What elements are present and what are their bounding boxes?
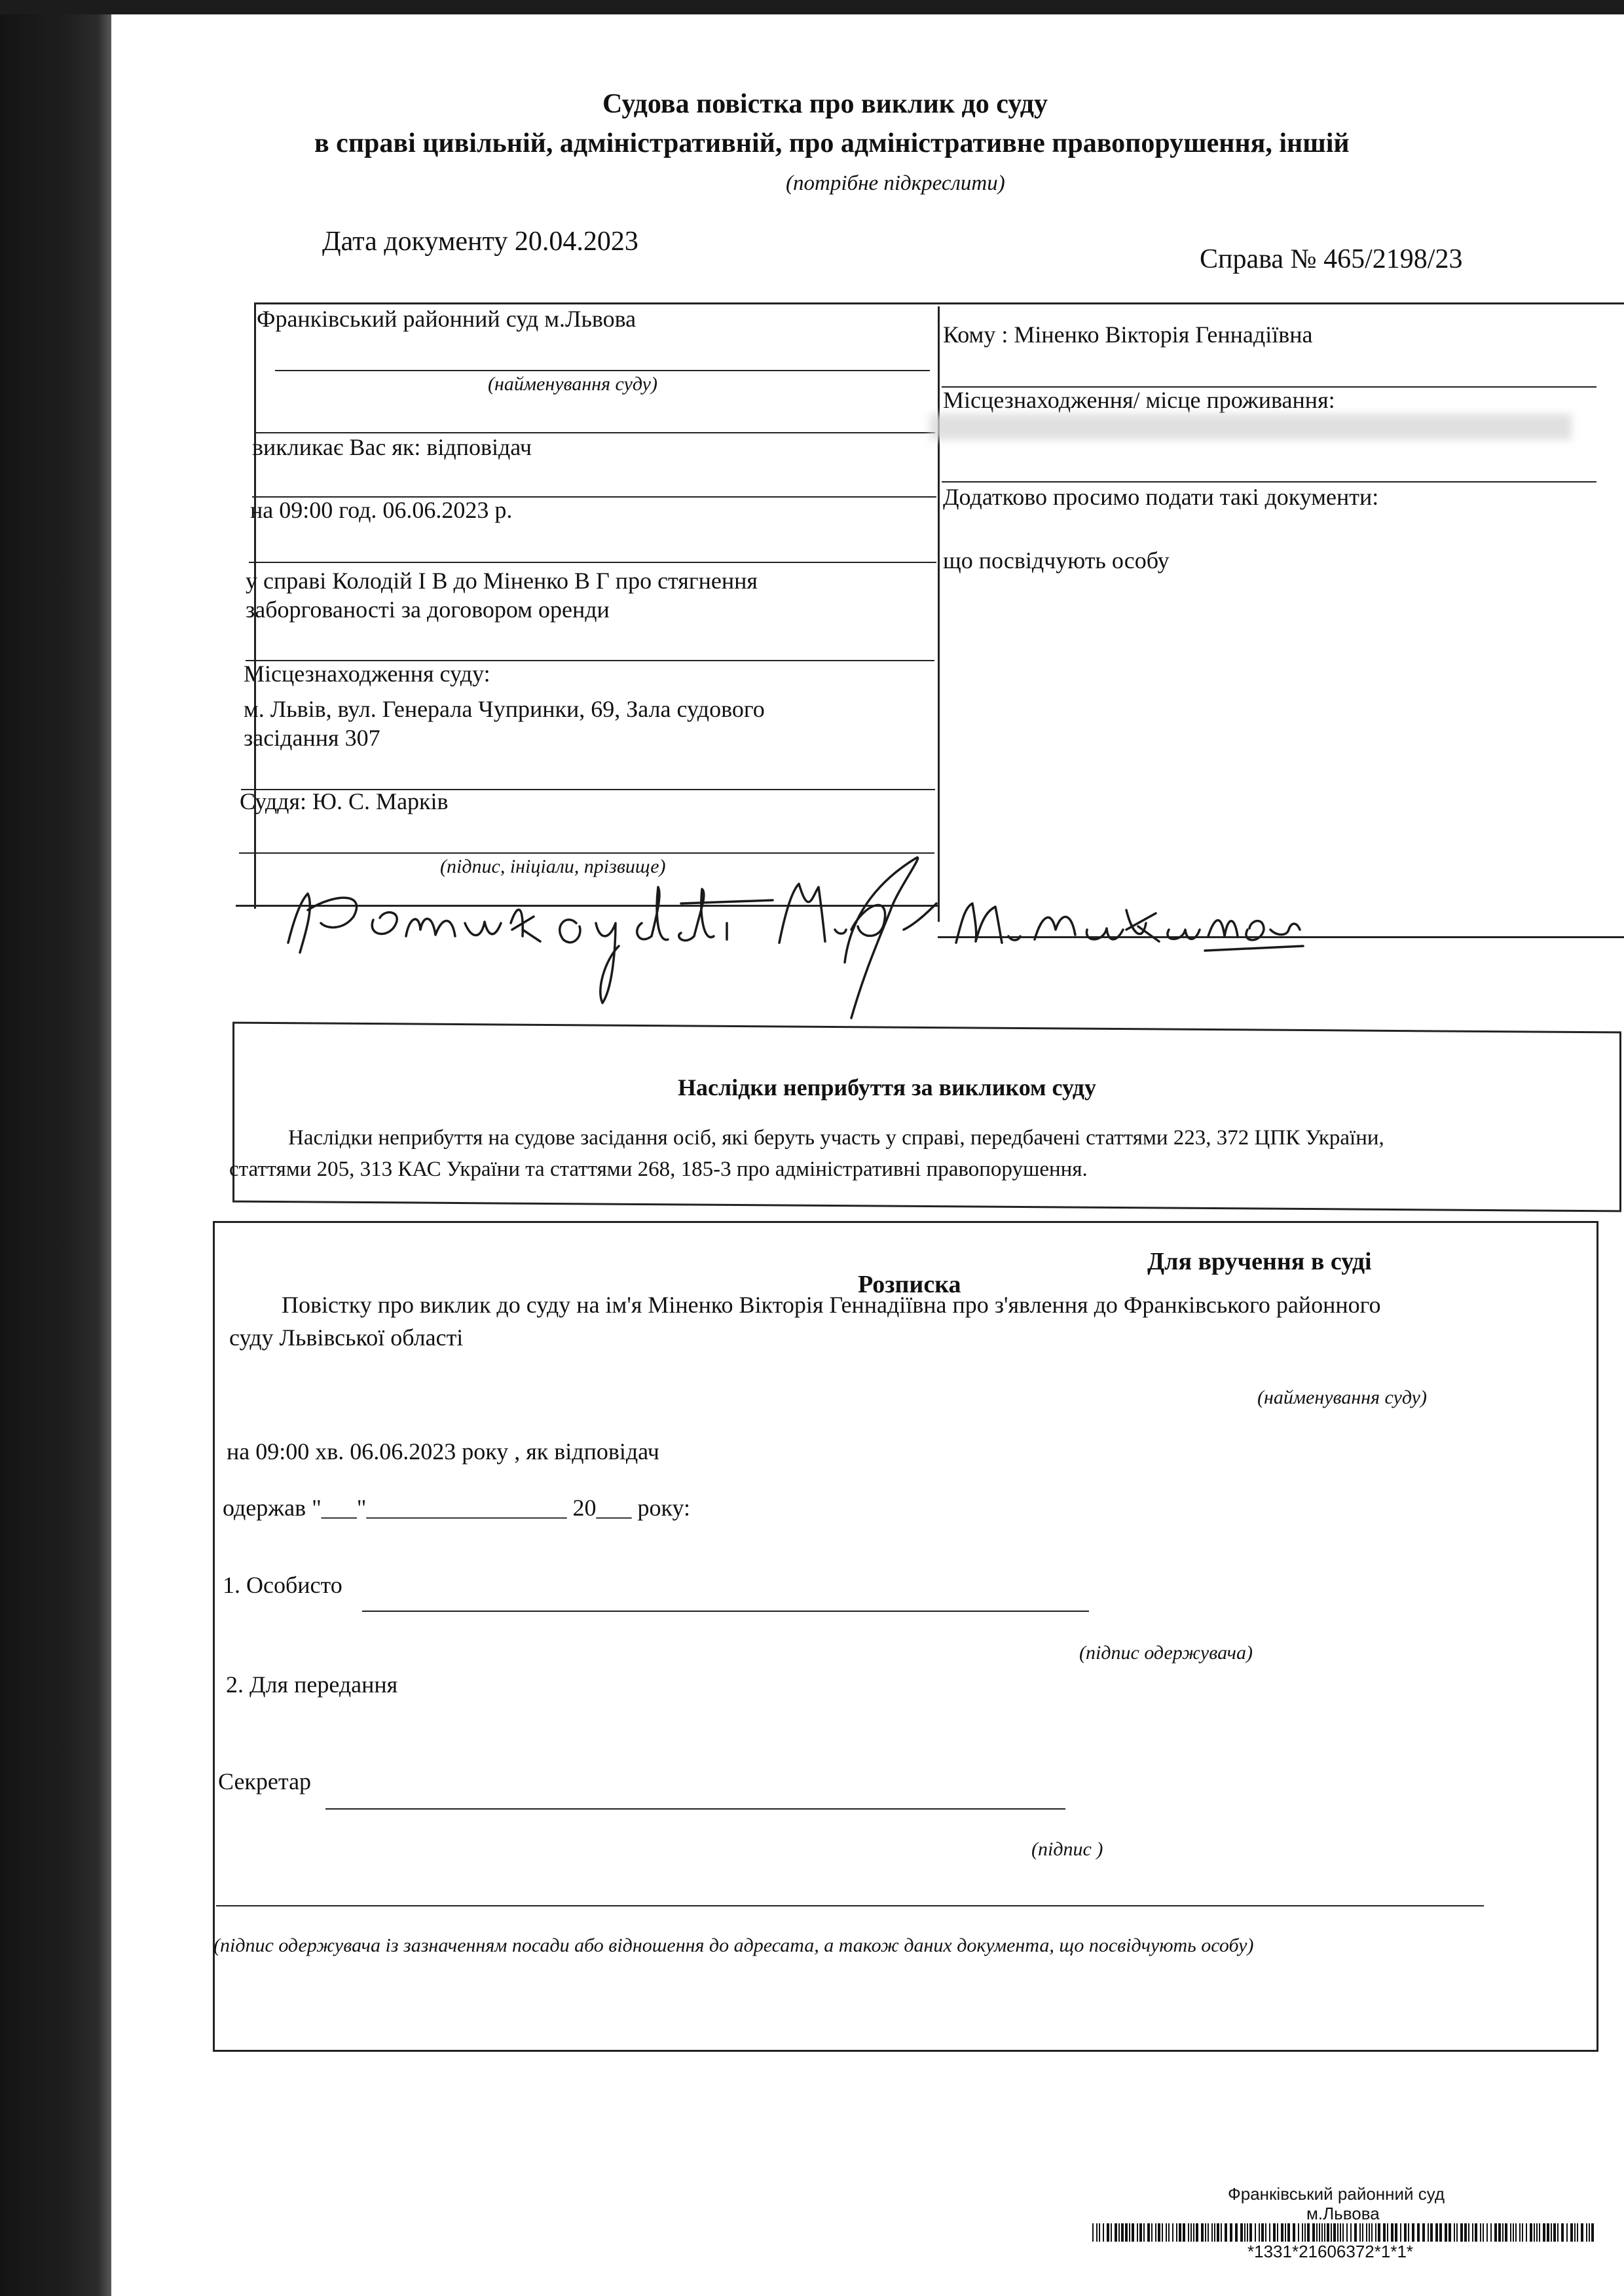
barcode-bar: [1530, 2223, 1532, 2242]
barcode-bar: [1342, 2223, 1344, 2242]
barcode-bar: [1304, 2223, 1306, 2242]
transfer-label: 2. Для передання: [226, 1671, 398, 1698]
barcode-bar: [1553, 2223, 1556, 2242]
barcode-bar: [1121, 2223, 1124, 2242]
barcode-bar: [1430, 2223, 1433, 2242]
barcode-bar: [1547, 2223, 1549, 2242]
barcode-bar: [1439, 2223, 1442, 2242]
barcode-bar: [1340, 2223, 1341, 2242]
barcode-bar: [1483, 2223, 1484, 2242]
barcode-bar: [1395, 2223, 1397, 2242]
barcode-bar: [1172, 2223, 1173, 2242]
barcode-bar: [1464, 2223, 1467, 2242]
barcode-bar: [1468, 2223, 1469, 2242]
barcode-bar: [1513, 2223, 1514, 2242]
barcode-bar: [1176, 2223, 1177, 2242]
barcode-bar: [1359, 2223, 1361, 2242]
secretary-signature-line: [325, 1808, 1065, 1810]
barcode-bar: [1319, 2223, 1320, 2242]
received-date-line: одержав "___"_________________ 20___ року:: [223, 1495, 691, 1521]
address-label: Місцезнаходження/ місце проживання:: [943, 387, 1335, 413]
barcode-bar: [1333, 2223, 1336, 2242]
consequences-box: [232, 1022, 1621, 1212]
barcode-bar: [1331, 2223, 1332, 2242]
title-line-1: Судова повістка про виклик до суду: [602, 89, 1048, 119]
consequences-text-line-1: Наслідки неприбуття на судове засідання осіб, які беруть участь у справі, передбачені статтями 223, 372 ЦПК України,: [288, 1126, 1384, 1150]
barcode-bar: [1307, 2223, 1310, 2242]
barcode-bar: [1327, 2223, 1329, 2242]
barcode-bar: [1422, 2223, 1425, 2242]
barcode-bar: [1312, 2223, 1315, 2242]
barcode-bar: [1235, 2223, 1238, 2242]
barcode-bar: [1375, 2223, 1376, 2242]
barcode-bar: [1502, 2223, 1504, 2242]
barcode-bar: [1096, 2223, 1098, 2242]
barcode-bar: [1221, 2223, 1222, 2242]
barcode-bar: [1371, 2223, 1373, 2242]
barcode-bar: [1261, 2223, 1264, 2242]
barcode-bar: [1316, 2223, 1318, 2242]
barcode-bar: [1118, 2223, 1120, 2242]
table-top-border: [254, 302, 1624, 304]
receipt-court-caption: (найменування суду): [1257, 1387, 1427, 1408]
barcode-bar: [1581, 2223, 1583, 2242]
divider: [249, 562, 936, 563]
recipient-signature-caption: (підпис одержувача): [1079, 1642, 1253, 1664]
signature-caption: (підпис, ініціали, прізвище): [440, 856, 666, 877]
barcode-bar: [1515, 2223, 1517, 2242]
barcode-bar: [1354, 2223, 1357, 2242]
court-name-caption: (найменування суду): [488, 373, 657, 395]
barcode-bar: [1247, 2223, 1248, 2242]
barcode-bar: [1225, 2223, 1227, 2242]
barcode-bar: [1196, 2223, 1198, 2242]
barcode-bar: [1472, 2223, 1473, 2242]
scan-dark-edge: [0, 0, 111, 2296]
barcode-bar: [1522, 2223, 1523, 2242]
divider: [942, 481, 1596, 483]
barcode-bar: [1526, 2223, 1527, 2242]
barcode-bar: [1586, 2223, 1587, 2242]
barcode-bar: [1321, 2223, 1323, 2242]
subtitle: (потрібне підкреслити): [786, 172, 1005, 195]
receipt-time-line: на 09:00 хв. 06.06.2023 року , як відповідач: [227, 1438, 659, 1465]
barcode-bar: [1346, 2223, 1348, 2242]
judge-name: Суддя: Ю. С. Марків: [240, 788, 449, 814]
barcode-bar: [1428, 2223, 1429, 2242]
barcode-bar: [1387, 2223, 1388, 2242]
court-location-label: Місцезнаходження суду:: [244, 661, 490, 687]
documents-label: Додатково просимо подати такі документи:: [943, 484, 1379, 510]
barcode-bar: [1400, 2223, 1401, 2242]
receipt-text-line-2: суду Львівської області: [229, 1324, 464, 1351]
barcode-bar: [1125, 2223, 1128, 2242]
barcode-bar: [1092, 2223, 1094, 2242]
barcode-bar: [1539, 2223, 1540, 2242]
barcode-bar: [1570, 2223, 1573, 2242]
barcode-bar: [1099, 2223, 1100, 2242]
barcode-bar: [1449, 2223, 1451, 2242]
barcode-bar: [1188, 2223, 1189, 2242]
barcode-bar: [1551, 2223, 1552, 2242]
receipt-text-line-1: Повістку про виклик до суду на ім'я Міненко Вікторія Геннадіївна про з'явлення до Франківського районного: [282, 1292, 1381, 1318]
barcode-bar: [1366, 2223, 1367, 2242]
barcode-bar: [1205, 2223, 1206, 2242]
barcode-bar: [1269, 2223, 1270, 2242]
barcode-bar: [1166, 2223, 1167, 2242]
barcode-bar: [1115, 2223, 1117, 2242]
recipient-position-caption: (підпис одержувача із зазначенням посади або відношення до адресата, а також даних документа, що посвідчують особу): [213, 1935, 1254, 1956]
barcode-bar: [1480, 2223, 1481, 2242]
barcode-bar: [1510, 2223, 1511, 2242]
stamp-court-line-2: м.Львова: [1306, 2204, 1380, 2223]
barcode-bar: [1298, 2223, 1299, 2242]
barcode-bar: [1217, 2223, 1219, 2242]
barcode-bar: [1391, 2223, 1393, 2242]
barcode-bar: [1244, 2223, 1246, 2242]
barcode-bar: [1240, 2223, 1243, 2242]
barcode-bar: [1337, 2223, 1338, 2242]
barcode-bar: [1179, 2223, 1181, 2242]
for-court-delivery: Для вручення в суді: [1147, 1248, 1372, 1275]
barcode-bar: [1519, 2223, 1521, 2242]
barcode-bar: [1412, 2223, 1414, 2242]
barcode-bar: [1543, 2223, 1545, 2242]
barcode-bar: [1454, 2223, 1455, 2242]
barcode-bar: [1193, 2223, 1194, 2242]
barcode-bar: [1143, 2223, 1145, 2242]
barcode-bar: [1378, 2223, 1380, 2242]
barcode-bar: [1408, 2223, 1409, 2242]
court-name: Франківський районний суд м.Львова: [257, 306, 637, 332]
barcode-bar: [1273, 2223, 1276, 2242]
personally-signature-line: [362, 1611, 1089, 1612]
barcode-bar: [1255, 2223, 1256, 2242]
barcode-bar: [1214, 2223, 1215, 2242]
barcode-bar: [1505, 2223, 1507, 2242]
case-description-line-2: заборгованості за договором оренди: [246, 596, 610, 623]
barcode-bar: [1183, 2223, 1185, 2242]
barcode-bar: [1536, 2223, 1538, 2242]
stamp-court-line-1: Франківський районний суд: [1228, 2184, 1445, 2204]
barcode-text: *1331*21606372*1*1*: [1247, 2242, 1414, 2261]
consequences-text-line-2: статтями 205, 313 КАС України та статтями 268, 185-3 про адміністративні правопорушення.: [229, 1157, 1088, 1181]
summoned-as: викликає Вас як: відповідач: [252, 434, 532, 460]
barcode-bar: [1137, 2223, 1138, 2242]
barcode-bar: [1190, 2223, 1192, 2242]
barcode-bar: [1139, 2223, 1142, 2242]
barcode-bar: [1324, 2223, 1325, 2242]
barcode-bar: [1486, 2223, 1488, 2242]
consequences-title: Наслідки неприбуття за викликом суду: [678, 1074, 1096, 1101]
barcode-bar: [1277, 2223, 1278, 2242]
hearing-time: на 09:00 год. 06.06.2023 р.: [250, 497, 513, 523]
handwritten-signature: [275, 831, 1310, 1028]
barcode: [1092, 2223, 1596, 2243]
recipient-position-line: [216, 1905, 1484, 1906]
receipt-title: Розписка: [858, 1271, 961, 1298]
court-location-line-1: м. Львів, вул. Генерала Чупринки, 69, Зала судового: [244, 696, 765, 722]
recipient-name: Кому : Міненко Вікторія Геннадіївна: [943, 321, 1313, 348]
document-date: Дата документу 20.04.2023: [322, 227, 638, 257]
secretary-label: Секретар: [218, 1768, 312, 1795]
barcode-bar: [1589, 2223, 1590, 2242]
barcode-bar: [1534, 2223, 1535, 2242]
barcode-bar: [1293, 2223, 1295, 2242]
barcode-bar: [1132, 2223, 1134, 2242]
secretary-signature-caption: (підпис ): [1031, 1838, 1103, 1860]
barcode-bar: [1561, 2223, 1564, 2242]
barcode-bar: [1208, 2223, 1209, 2242]
barcode-bar: [1494, 2223, 1497, 2242]
barcode-bar: [1287, 2223, 1290, 2242]
barcode-bar: [1129, 2223, 1130, 2242]
barcode-bar: [1302, 2223, 1303, 2242]
barcode-bar: [1158, 2223, 1160, 2242]
barcode-bar: [1162, 2223, 1163, 2242]
case-description-line-1: у справі Колодій І В до Міненко В Г про стягнення: [246, 568, 758, 594]
barcode-bar: [1103, 2223, 1104, 2242]
barcode-bar: [1249, 2223, 1252, 2242]
barcode-bar: [1155, 2223, 1156, 2242]
personally-label: 1. Особисто: [223, 1572, 342, 1598]
barcode-bar: [1566, 2223, 1568, 2242]
court-location-line-2: засідання 307: [244, 725, 380, 751]
scan-top-edge: [0, 0, 1624, 14]
barcode-bar: [1577, 2223, 1578, 2242]
barcode-bar: [1574, 2223, 1576, 2242]
barcode-bar: [1151, 2223, 1153, 2242]
barcode-bar: [1211, 2223, 1213, 2242]
barcode-bar: [1557, 2223, 1559, 2242]
barcode-bar: [1435, 2223, 1438, 2242]
barcode-bar: [1350, 2223, 1352, 2242]
barcode-bar: [1201, 2223, 1204, 2242]
barcode-bar: [1591, 2223, 1594, 2242]
documents-value: що посвідчують особу: [943, 547, 1170, 574]
court-name-underline: [275, 370, 930, 371]
barcode-bar: [1460, 2223, 1463, 2242]
barcode-bar: [1230, 2223, 1232, 2242]
title-line-2: в справі цивільній, адміністративній, про адміністративне правопорушення, іншій: [314, 128, 1350, 158]
barcode-bar: [1111, 2223, 1112, 2242]
barcode-bar: [1168, 2223, 1170, 2242]
barcode-bar: [1285, 2223, 1286, 2242]
barcode-bar: [1445, 2223, 1447, 2242]
barcode-bar: [1456, 2223, 1458, 2242]
barcode-bar: [1417, 2223, 1420, 2242]
case-number: Справа № 465/2198/23: [1200, 244, 1463, 274]
barcode-bar: [1369, 2223, 1370, 2242]
barcode-bar: [1498, 2223, 1501, 2242]
table-middle-divider: [938, 306, 940, 922]
barcode-bar: [1107, 2223, 1109, 2242]
barcode-bar: [1383, 2223, 1386, 2242]
barcode-bar: [1265, 2223, 1266, 2242]
barcode-bar: [1404, 2223, 1407, 2242]
barcode-bar: [1475, 2223, 1477, 2242]
barcode-bar: [1362, 2223, 1363, 2242]
barcode-bar: [1147, 2223, 1150, 2242]
barcode-bar: [1259, 2223, 1260, 2242]
redacted-address: [930, 414, 1572, 440]
barcode-bar: [1490, 2223, 1492, 2242]
barcode-bar: [1281, 2223, 1283, 2242]
